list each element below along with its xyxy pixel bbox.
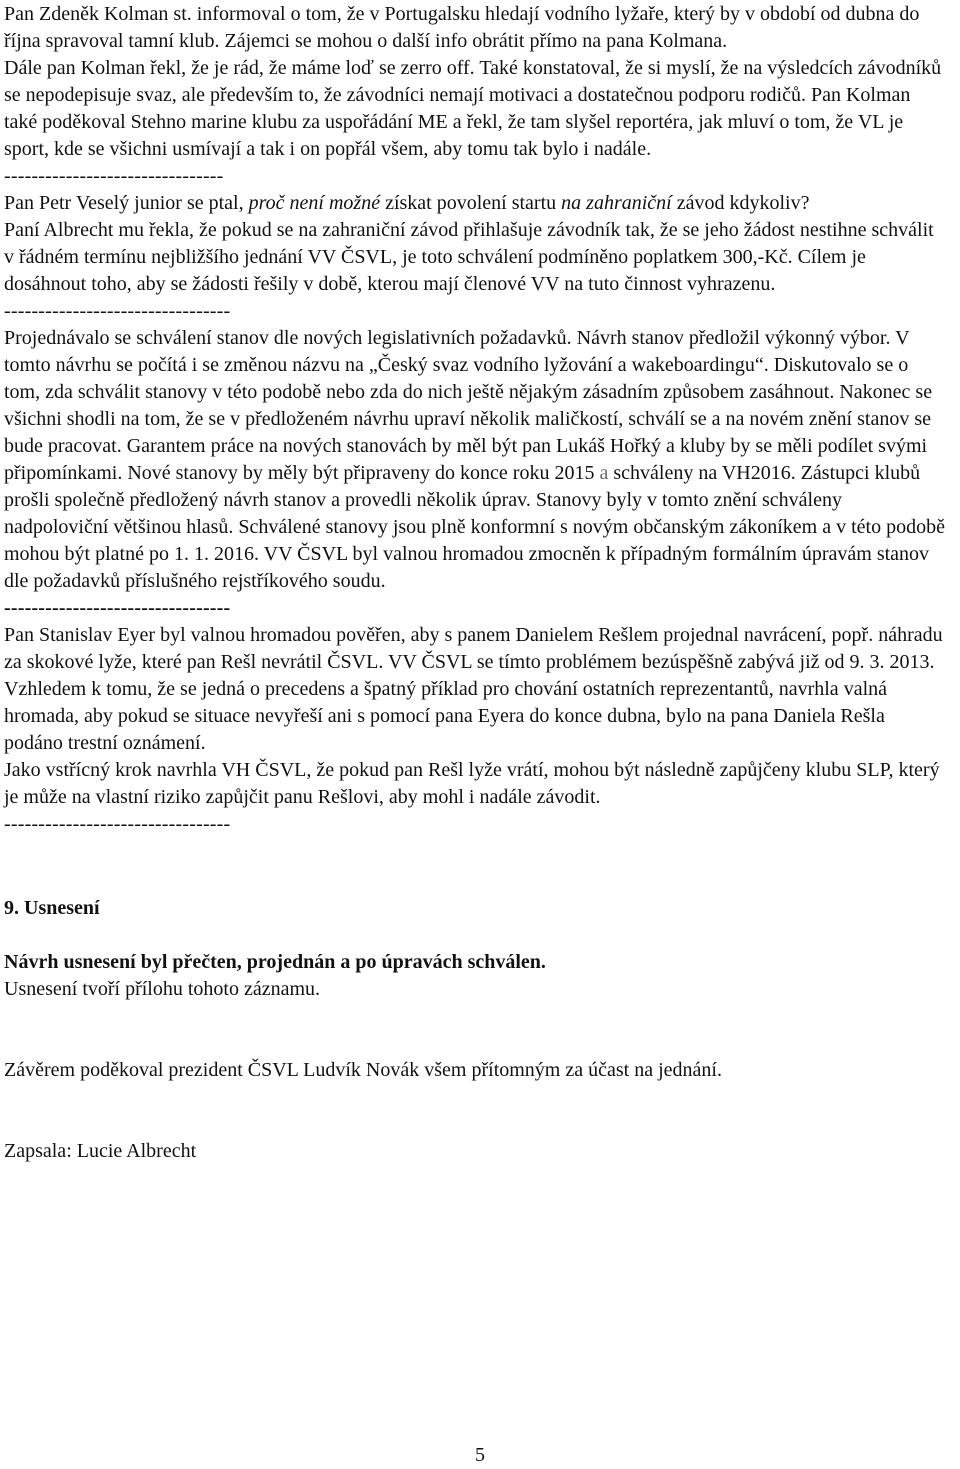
paragraph-kolman-remarks: Dále pan Kolman řekl, že je rád, že máme loď se zerro off. Také konstatoval, že si myslí, že na výsledcích závodníků se nepodepisuje svaz, ale především to, že závodníci nemají motivaci a dostatečnou podporu rodičů. Pan Kolman také poděkoval Stehno marine klubu za uspořádání ME a řekl, že tam slyšel reportéra, jak mluví o tom, že VL je sport, kde se všichni usmívají a tak i on popřál všem, aby tomu tak bylo i nadále. [4, 57, 942, 160]
question-emphasis: proč není možné [248, 192, 381, 214]
page-number: 5 [475, 1444, 485, 1466]
section-heading-usneseni: 9. Usnesení [4, 897, 100, 919]
paragraph-statutes [4, 325, 946, 595]
spacer [4, 838, 946, 895]
spacer [4, 922, 946, 949]
question-text: Pan Petr Veselý junior se ptal, [4, 192, 249, 214]
paragraph-portugal-info: Pan Zdeněk Kolman st. informoval o tom, že v Portugalsku hledají vodního lyžaře, který by v období od dubna do října spravoval tamní klub. Zájemci se mohou o další info obrátit přímo na pana Kolmana. [4, 3, 920, 52]
resolution-attachment-line: Usnesení tvoří přílohu tohoto záznamu. [4, 978, 321, 1000]
recorder-line: Zapsala: Lucie Albrecht [4, 1140, 197, 1162]
separator-line: --------------------------------- [4, 813, 231, 835]
resolution-approved-line: Návrh usnesení byl přečten, projednán a po úpravách schválen. [4, 951, 546, 973]
statutes-text: schváleny na VH2016. Zástupci klubů prošli společně předložený návrh stanov a provedli několik úprav. Stanovy byly v tomto znění schváleny nadpoloviční většinou hlasů. Schválené stanovy jsou plně konformní s novým občanským zákoníkem a v této podobě mohou být platné po 1. 1. 2016. VV ČSVL byl valnou hromadou zmocněn k případným formálním úpravám stanov dle požadavků příslušného rejstříkového soudu. [4, 462, 945, 592]
paragraph-eyer-resl: Pan Stanislav Eyer byl valnou hromadou pověřen, aby s panem Danielem Rešlem projednal navrácení, popř. náhradu za skokové lyže, které pan Rešl nevrátil ČSVL. VV ČSVL se tímto problémem bezúspěšně zabývá již od 9. 3. 2013. Vzhledem k tomu, že se jedná o precedens a špatný příklad pro chování ostatních reprezentantů, navrhla valná hromada, aby pokud se situace nevyřeší ani s pomocí pana Eyera do konce dubna, bylo na pana Daniela Rešla podáno trestní oznámení. [4, 624, 943, 754]
question-text: získat povolení startu [380, 192, 562, 214]
statutes-text: Projednávalo se schválení stanov dle nových legislativních požadavků. Návrh stanov předložil výkonný výbor. V tomto návrhu se počítá i se změnou názvu na „Český svaz vodního lyžování a wakeboardingu“. Diskutovalo se o tom, zda schválit stanovy v této podobě nebo zda do nich ještě nějakým zásadním způsobem zasáhnout. Nakonec se všichni shodli na tom, že se v předloženém návrhu upraví několik maličkostí, schválí se a na novém znění stanov se bude pracovat. Garantem práce na nových stanovách by měl být pan Lukáš Hořký a kluby by se měli podílet svými připomínkami. Nové stanovy by měly být připraveny do konce roku 2015 [4, 327, 933, 484]
separator-line: -------------------------------- [4, 165, 224, 187]
paragraph-skis-loan: Jako vstřícný krok navrhla VH ČSVL, že pokud pan Rešl lyže vrátí, mohou být následně zapůjčeny klubu SLP, který je může na vlastní riziko zapůjčit panu Rešlovi, aby mohl i nadále závodit. [4, 759, 940, 808]
statutes-text-grey: a [599, 462, 609, 484]
question-emphasis: na zahraniční [561, 192, 672, 214]
separator-line-bold: --------------------------------- [4, 597, 231, 619]
separator-line: --------------------------------- [4, 300, 231, 322]
paragraph-vesely-question [4, 190, 946, 217]
paragraph-albrecht-answer: Paní Albrecht mu řekla, že pokud se na zahraniční závod přihlašuje závodník tak, že se jeho žádost nestihne schválit v řádném termínu nejbližšího jednání VV ČSVL, je toto schválení podmíněno poplatkem 300,-Kč. Cílem je dosáhnout toho, aby se žádosti řešily v době, kterou mají členové VV na tuto činnost vyhrazenu. [4, 219, 934, 295]
question-text: závod kdykoliv? [671, 192, 810, 214]
closing-thanks: Závěrem poděkoval prezident ČSVL Ludvík Novák všem přítomným za účast na jednání. [4, 1059, 722, 1081]
spacer [4, 1003, 946, 1057]
spacer [4, 1084, 946, 1138]
